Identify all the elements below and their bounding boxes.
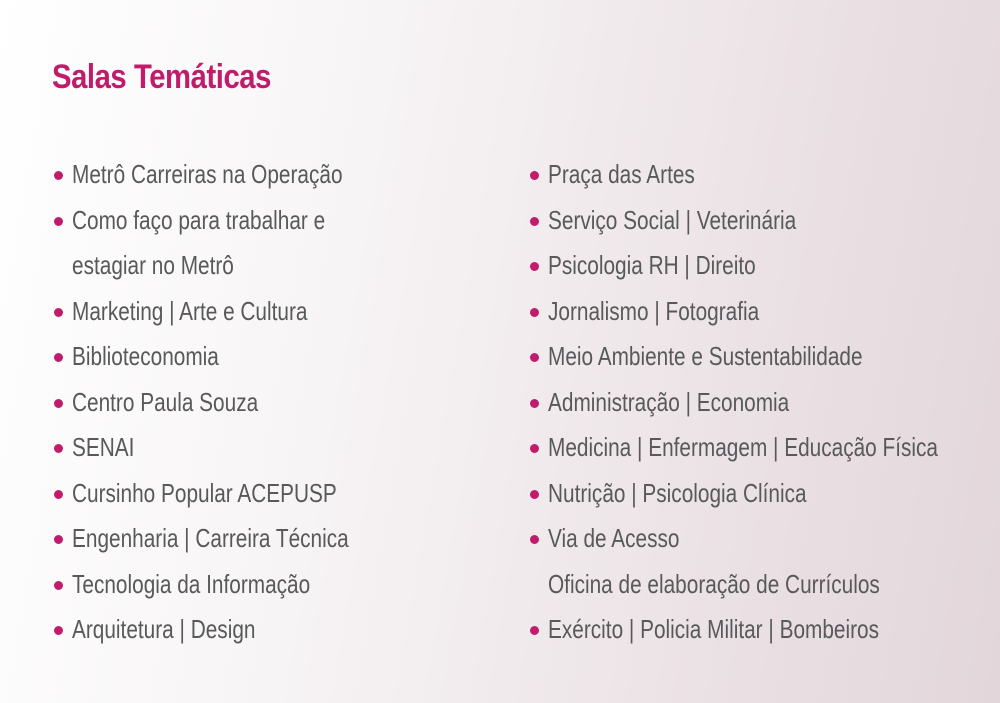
bullet-icon [54, 535, 63, 544]
list-item-label: Tecnologia da Informação [72, 568, 311, 599]
bullet-icon [530, 626, 539, 635]
bullet-icon [54, 399, 63, 408]
list-item [528, 152, 1000, 198]
list-item [528, 562, 1000, 608]
bullet-icon [530, 353, 539, 362]
list-item-label: Medicina | Enfermagem | Educação Física [548, 432, 938, 462]
bullet-icon [54, 444, 63, 453]
list-item [528, 380, 1000, 426]
list-item-label: Oficina de elaboração de Currículos [548, 568, 880, 599]
list-item [528, 334, 1000, 380]
list-item-label: Serviço Social | Veterinária [548, 204, 797, 235]
list-item [528, 243, 1000, 289]
list-item [528, 607, 1000, 653]
list-item-label: Nutrição | Psicologia Clínica [548, 477, 807, 508]
list-item [52, 471, 418, 517]
bullet-icon [530, 217, 539, 226]
list-item [52, 289, 418, 335]
bullet-icon [530, 262, 539, 271]
bullet-icon [54, 308, 63, 317]
bullet-icon [530, 308, 539, 317]
list-item-label: Metrô Carreiras na Operação [72, 159, 343, 189]
bullet-icon [530, 490, 539, 499]
bullet-icon [530, 444, 539, 453]
list-item [52, 516, 418, 562]
list-item [52, 243, 418, 289]
list-item-label: Meio Ambiente e Sustentabilidade [548, 341, 863, 371]
bullet-icon [54, 490, 63, 499]
list-item-label: Marketing | Arte e Cultura [72, 295, 308, 326]
list-item-label: Praça das Artes [548, 159, 695, 189]
list-item-label: Engenharia | Carreira Técnica [72, 523, 349, 553]
bullet-icon [54, 581, 63, 590]
list-item-label: estagiar no Metrô [72, 250, 234, 280]
list-item [528, 198, 1000, 244]
list-item [52, 562, 418, 608]
list-item-label: Via de Acesso [548, 523, 680, 553]
bullet-icon [530, 171, 539, 180]
page-title: Salas Temáticas [52, 58, 271, 96]
list-item [528, 471, 1000, 517]
list-item-label: Cursinho Popular ACEPUSP [72, 477, 337, 508]
list-item [528, 425, 1000, 471]
list-item-label: Exército | Policia Militar | Bombeiros [548, 614, 879, 644]
bullet-icon [530, 535, 539, 544]
list-item-label: Administração | Economia [548, 386, 790, 417]
list-item-label: Como faço para trabalhar e [72, 204, 326, 235]
list-item-label: Arquitetura | Design [72, 614, 256, 644]
list-item-label: Psicologia RH | Direito [548, 250, 756, 280]
list-item [52, 152, 418, 198]
bullet-icon [54, 353, 63, 362]
list-item-label: Biblioteconomia [72, 341, 219, 371]
left-list [52, 152, 418, 653]
bullet-icon [530, 399, 539, 408]
list-item [52, 198, 418, 244]
list-item [52, 425, 418, 471]
list-item [52, 334, 418, 380]
list-item-label: SENAI [72, 432, 135, 462]
list-item [528, 289, 1000, 335]
list-item-label: Jornalismo | Fotografia [548, 295, 760, 326]
list-item [52, 380, 418, 426]
bullet-icon [54, 626, 63, 635]
list-item-label: Centro Paula Souza [72, 386, 259, 417]
right-list [528, 152, 1000, 653]
list-item [52, 607, 418, 653]
bullet-icon [54, 217, 63, 226]
bullet-icon [54, 171, 63, 180]
list-item [528, 516, 1000, 562]
